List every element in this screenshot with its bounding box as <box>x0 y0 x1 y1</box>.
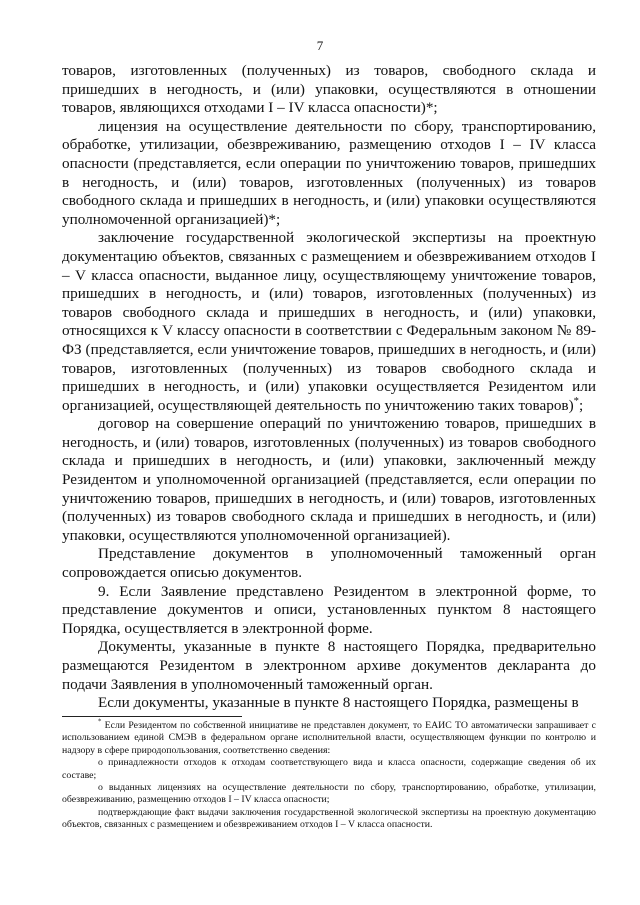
paragraph-documents-placed: Если документы, указанные в пункте 8 настоящего Порядка, размещены в <box>98 694 579 712</box>
footnotes <box>62 716 596 832</box>
footnote-item-waste-class: о принадлежности отходов к отходам соответствующего вида и класса опасности, содержащие сведения об их составе; <box>62 757 596 781</box>
footnote-mark: * <box>98 718 102 726</box>
body-text <box>62 62 596 713</box>
footnote-main <box>62 720 596 757</box>
paragraph-license: лицензия на осуществление деятельности по сбору, транспортированию, обработке, утилизации, обезвреживанию, размещению отходов I – IV класса опасности (представляется, если операции по уничтожению товаров, пришедших в негодность, и (или) товаров, изготовленных (полученных) из товаров свободного склада и пришедших в негодность, и (или) упаковки осуществляются уполномоченной организацией)*; <box>62 117 596 228</box>
footnote-divider <box>62 716 242 717</box>
paragraph-ecological-expertise <box>62 229 596 415</box>
paragraph-tail-semicolon: ; <box>578 396 584 414</box>
paragraph-item-9: 9. Если Заявление представлено Резидентом в электронной форме, то представление документов и описи, установленных пунктом 8 настоящего Порядка, осуществляется в электронной форме. <box>62 582 596 637</box>
paragraph-electronic-archive: Документы, указанные в пункте 8 настоящего Порядка, предварительно размещаются Резидентом в электронном архиве документов декларанта до подачи Заявления в уполномоченный таможенный орган. <box>62 638 596 693</box>
paragraph-inventory: Представление документов в уполномоченный таможенный орган сопровождается описью документов. <box>62 545 596 582</box>
footnote-main-text: Если Резидентом по собственной инициативе не представлен документ, то ЕАИС ТО автоматически запрашивает с использованием единой СМЭВ в федеральном органе исполнительной власти, осуществляющем функции по контролю и надзору в сфере природопользования, соответственно сведения: <box>62 720 597 756</box>
paragraph-continuation: товаров, изготовленных (полученных) из товаров, свободного склада и пришедших в негодность, и (или) упаковки, осуществляются в отношении товаров, являющихся отходами I – IV класса опасности)*; <box>62 62 596 117</box>
paragraph-ecological-expertise-text: заключение государственной экологической экспертизы на проектную документацию объектов, связанных с размещением и обезвреживанием отходов I – V класса опасности, выданное лицу, осуществляющему уничтожение товаров, пришедших в негодность, и (или) товаров, изготовленных (полученных) из товаров свободного склада и пришедших в негодность, и (или) упаковки, относящихся к V классу опасности в соответствии с Федеральным законом № 89-ФЗ (представляется, если уничтожение товаров, пришедших в негодность, и (или) товаров, изготовленных (полученных) из товаров свободного склада и пришедших в негодность, и (или) упаковки осуществляется Резидентом или организацией, осуществляющей деятельность по уничтожению таких товаров) <box>62 229 596 414</box>
footnote-mark: * <box>573 395 579 407</box>
footnote-item-expertise: подтверждающие факт выдачи заключения государственной экологической экспертизы на проектную документацию объектов, связанных с размещением и обезвреживанием отходов I – V класса опасности. <box>62 806 596 831</box>
paragraph-destruction-contract: договор на совершение операций по уничтожению товаров, пришедших в негодность, и (или) товаров, изготовленных (полученных) из товаров свободного склада и пришедших в негодность, и (или) упаковки, заключенный между Резидентом и уполномоченной организацией (представляется, если операции по уничтожению товаров, пришедших в негодность, и (или) товаров, изготовленных (полученных) из товаров свободного склада и пришедших в негодность, и (или) упаковки, осуществляются уполномоченной организацией). <box>62 415 596 544</box>
page-number: 7 <box>316 38 324 53</box>
footnote-item-licenses: о выданных лицензиях на осуществление деятельности по сбору, транспортированию, обработке, утилизации, обезвреживанию, размещению отходов I – IV класса опасности; <box>62 782 596 806</box>
